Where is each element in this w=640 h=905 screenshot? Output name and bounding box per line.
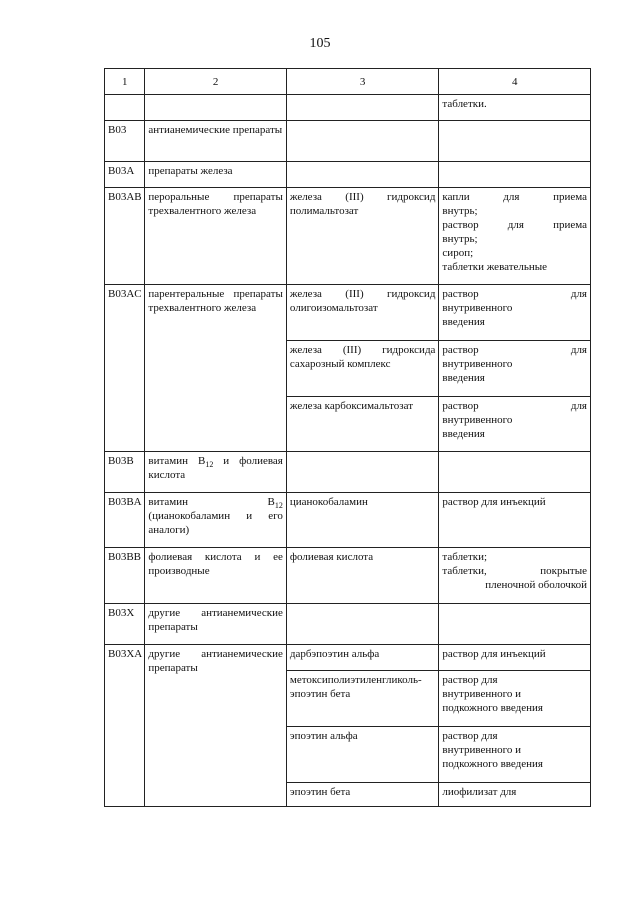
form-line: таблетки. [442, 98, 487, 110]
form-line: раствор для [442, 344, 587, 356]
group-name: препараты железа [145, 162, 286, 188]
group-suffix: (цианокобаламин и его аналоги) [148, 510, 283, 536]
header-cell: 2 [145, 69, 286, 95]
dosage-form [439, 783, 591, 807]
dosage-form [439, 727, 591, 783]
atc-code: B03XA [105, 645, 145, 807]
form-line: раствор для [442, 288, 587, 300]
dosage-form [439, 285, 591, 341]
dosage-form [439, 162, 591, 188]
form-line: таблетки; [442, 551, 488, 563]
group-name: другие антианемические препараты [145, 645, 286, 807]
dosage-form [439, 548, 591, 604]
drug-name: железа карбоксимальтозат [286, 397, 439, 452]
group-name: парентеральные препараты трехвалентного железа [145, 285, 286, 452]
group-prefix: витамин B [148, 496, 275, 508]
dosage-form [439, 188, 591, 285]
dosage-form [439, 95, 591, 121]
form-line: пленочной оболочкой [485, 579, 587, 591]
atc-code: B03A [105, 162, 145, 188]
form-line: внутривенного [442, 414, 513, 426]
group-name: фолиевая кислота и ее производные [145, 548, 286, 604]
drug-name: железа (III) гидроксида сахарозный комплекс [286, 341, 439, 397]
form-line: введения [442, 316, 485, 328]
form-line: внутривенного [442, 302, 513, 314]
drug-name: фолиевая кислота [286, 548, 439, 604]
dosage-form [439, 645, 591, 671]
group-subscript: 12 [205, 460, 214, 470]
form-line: раствор для [442, 674, 498, 686]
drug-name: метоксиполиэтиленгликоль-эпоэтин бета [286, 671, 439, 727]
form-line: внутрь; [442, 233, 478, 245]
group-name: антианемические препараты [145, 121, 286, 162]
table-row [105, 493, 591, 548]
group-name [145, 493, 286, 548]
table-row [105, 548, 591, 604]
table-row [105, 452, 591, 493]
header-cell: 3 [286, 69, 439, 95]
header-cell: 1 [105, 69, 145, 95]
form-line: раствор для [442, 730, 498, 742]
dosage-form [439, 397, 591, 452]
form-line: раствор для инъекций [442, 648, 546, 660]
group-subscript: 12 [274, 501, 283, 511]
form-line: введения [442, 428, 485, 440]
drug-table [104, 68, 591, 807]
drug-name [286, 121, 439, 162]
form-line: раствор для [442, 400, 587, 412]
drug-name: цианокобаламин [286, 493, 439, 548]
form-line: введения [442, 372, 485, 384]
drug-name: железа (III) гидроксид олигоизомальтозат [286, 285, 439, 341]
atc-code: B03B [105, 452, 145, 493]
form-line: внутривенного [442, 358, 513, 370]
atc-code: B03BA [105, 493, 145, 548]
drug-name [286, 162, 439, 188]
group-name [145, 95, 286, 121]
drug-name [286, 604, 439, 645]
dosage-form [439, 493, 591, 548]
form-line: сироп; [442, 247, 474, 259]
header-row [105, 69, 591, 95]
dosage-form [439, 121, 591, 162]
dosage-form [439, 452, 591, 493]
page-number: 105 [309, 36, 331, 51]
table-row [105, 604, 591, 645]
dosage-form [439, 604, 591, 645]
form-line: подкожного введения [442, 702, 543, 714]
group-name: другие антианемические препараты [145, 604, 286, 645]
drug-name: эпоэтин бета [286, 783, 439, 807]
group-name: пероральные препараты трехвалентного железа [145, 188, 286, 285]
table-row [105, 645, 591, 671]
form-line: раствор для инъекций [442, 496, 546, 508]
dosage-form [439, 671, 591, 727]
dosage-form [439, 341, 591, 397]
form-line: лиофилизат для [442, 786, 517, 798]
drug-name [286, 452, 439, 493]
form-line: внутрь; [442, 205, 478, 217]
atc-code: B03AC [105, 285, 145, 452]
table-row [105, 285, 591, 341]
form-line: таблетки, покрытые [442, 565, 587, 577]
table-row [105, 95, 591, 121]
table-row [105, 162, 591, 188]
atc-code: B03 [105, 121, 145, 162]
form-line: таблетки жевательные [442, 261, 548, 273]
table-row [105, 121, 591, 162]
drug-name: дарбэпоэтин альфа [286, 645, 439, 671]
table-row [105, 188, 591, 285]
drug-name: железа (III) гидроксид полимальтозат [286, 188, 439, 285]
group-suffix: и фолиевая кислота [148, 455, 283, 481]
drug-name: эпоэтин альфа [286, 727, 439, 783]
form-line: внутривенного и [442, 744, 521, 756]
form-line: внутривенного и [442, 688, 521, 700]
atc-code: B03BB [105, 548, 145, 604]
form-line: капли для приема [442, 191, 587, 203]
header-cell: 4 [439, 69, 591, 95]
atc-code: B03X [105, 604, 145, 645]
atc-code [105, 95, 145, 121]
form-line: подкожного введения [442, 758, 543, 770]
group-name [145, 452, 286, 493]
group-prefix: витамин B [148, 455, 206, 467]
atc-code: B03AB [105, 188, 145, 285]
drug-name [286, 95, 439, 121]
form-line: раствор для приема [442, 219, 587, 231]
